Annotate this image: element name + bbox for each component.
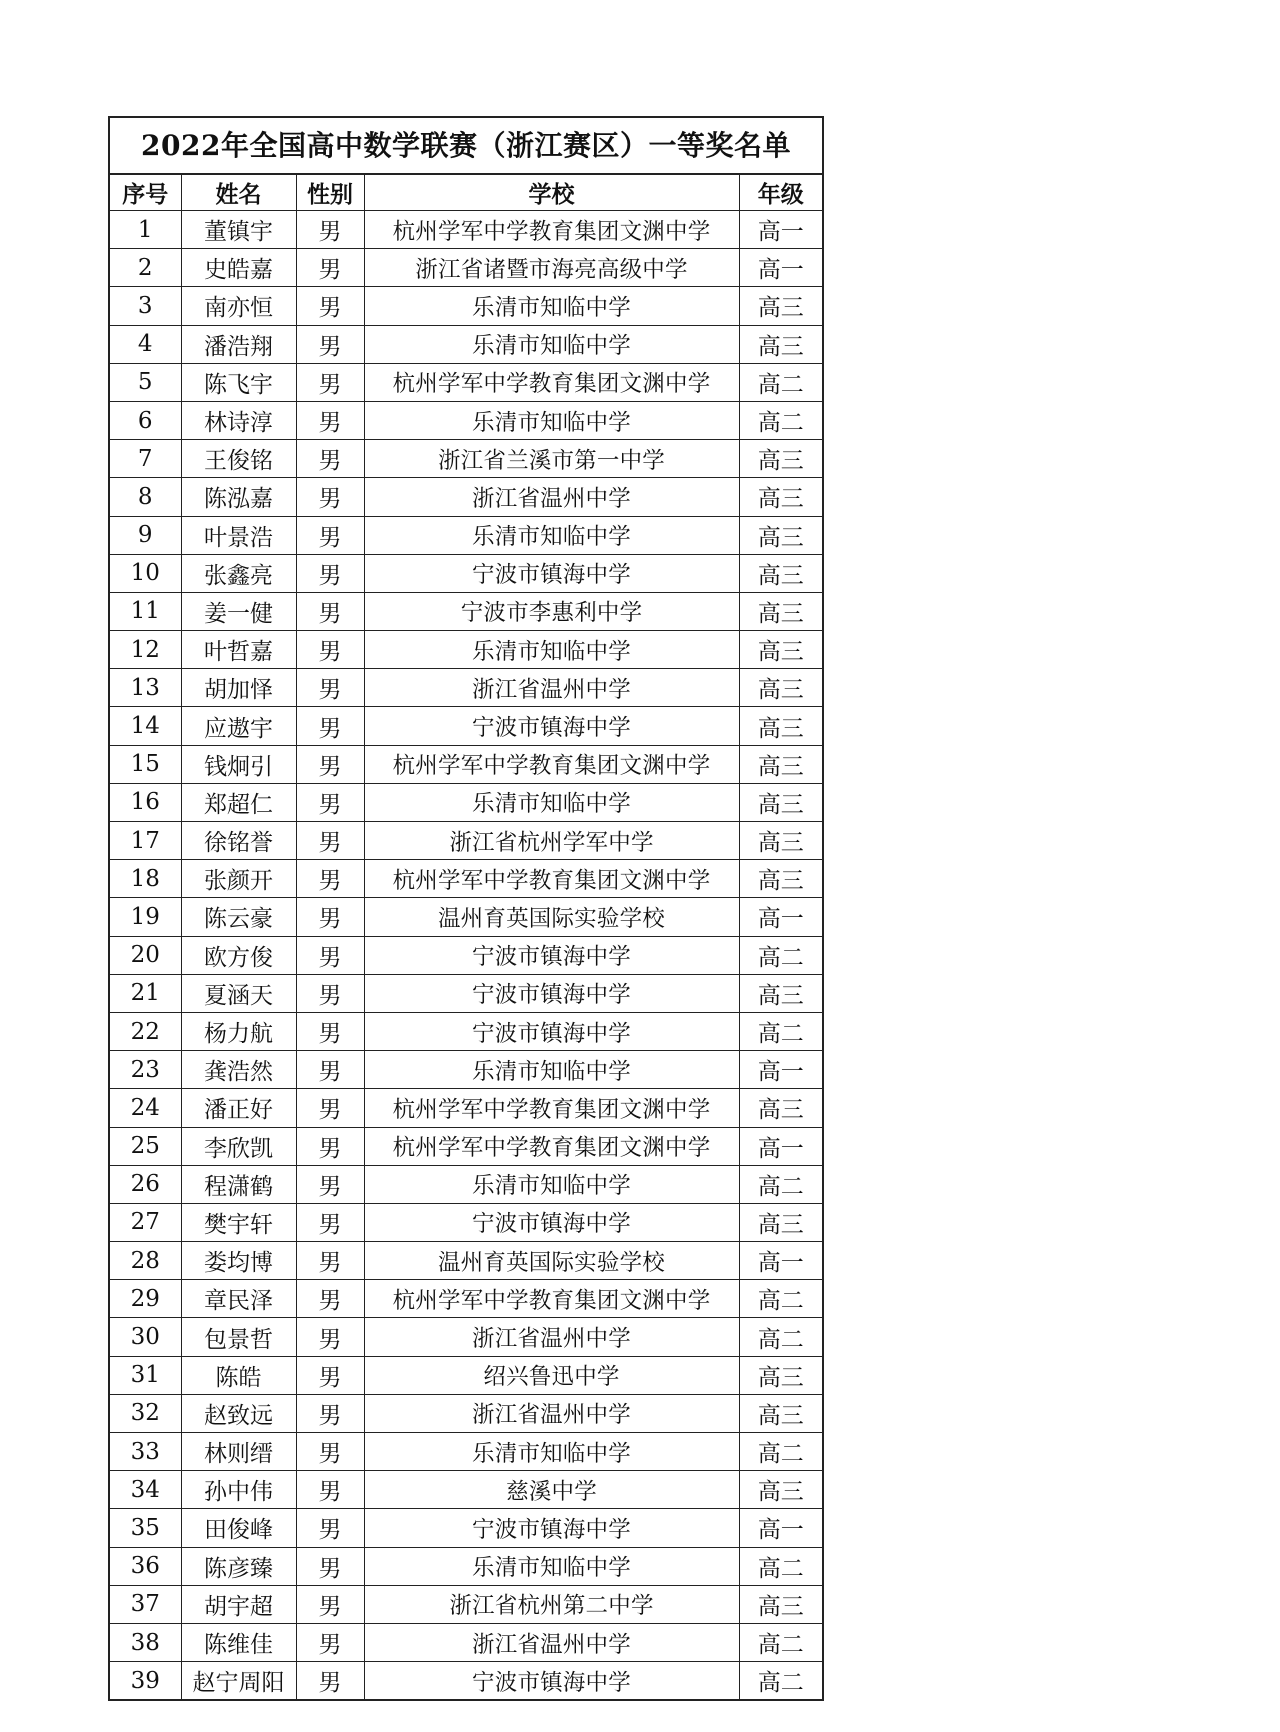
school-cell: 杭州学军中学教育集团文渊中学 bbox=[364, 211, 739, 249]
name-cell: 田俊峰 bbox=[181, 1509, 296, 1547]
serial-cell: 13 bbox=[110, 669, 181, 707]
table-row bbox=[110, 1165, 822, 1203]
serial-cell: 27 bbox=[110, 1203, 181, 1241]
table-row bbox=[110, 478, 822, 516]
serial-cell: 35 bbox=[110, 1509, 181, 1547]
grade-cell: 高三 bbox=[739, 860, 822, 898]
table-row bbox=[110, 1471, 822, 1509]
grade-cell: 高三 bbox=[739, 1585, 822, 1623]
grade-cell: 高三 bbox=[739, 516, 822, 554]
school-cell: 温州育英国际实验学校 bbox=[364, 1242, 739, 1280]
table-row bbox=[110, 1433, 822, 1471]
name-cell: 杨力航 bbox=[181, 1012, 296, 1050]
table-row bbox=[110, 1509, 822, 1547]
serial-cell: 34 bbox=[110, 1471, 181, 1509]
grade-cell: 高三 bbox=[739, 554, 822, 592]
school-cell: 浙江省温州中学 bbox=[364, 1318, 739, 1356]
column-header-serial: 序号 bbox=[110, 175, 181, 211]
table-row bbox=[110, 1242, 822, 1280]
table-row bbox=[110, 745, 822, 783]
serial-cell: 4 bbox=[110, 325, 181, 363]
serial-cell: 8 bbox=[110, 478, 181, 516]
grade-cell: 高三 bbox=[739, 1089, 822, 1127]
name-cell: 郑超仁 bbox=[181, 783, 296, 821]
table-row bbox=[110, 1394, 822, 1432]
grade-cell: 高二 bbox=[739, 1662, 822, 1700]
serial-cell: 12 bbox=[110, 631, 181, 669]
name-cell: 陈泓嘉 bbox=[181, 478, 296, 516]
table-row bbox=[110, 1585, 822, 1623]
name-cell: 胡宇超 bbox=[181, 1585, 296, 1623]
name-cell: 王俊铭 bbox=[181, 440, 296, 478]
gender-cell: 男 bbox=[296, 707, 364, 745]
gender-cell: 男 bbox=[296, 745, 364, 783]
grade-cell: 高二 bbox=[739, 1280, 822, 1318]
name-cell: 程潇鹤 bbox=[181, 1165, 296, 1203]
grade-cell: 高一 bbox=[739, 898, 822, 936]
school-cell: 宁波市镇海中学 bbox=[364, 1509, 739, 1547]
serial-cell: 36 bbox=[110, 1547, 181, 1585]
grade-cell: 高二 bbox=[739, 1623, 822, 1661]
table-row bbox=[110, 1547, 822, 1585]
school-cell: 温州育英国际实验学校 bbox=[364, 898, 739, 936]
school-cell: 浙江省温州中学 bbox=[364, 478, 739, 516]
school-cell: 乐清市知临中学 bbox=[364, 325, 739, 363]
gender-cell: 男 bbox=[296, 1012, 364, 1050]
school-cell: 宁波市镇海中学 bbox=[364, 1662, 739, 1700]
school-cell: 宁波市李惠利中学 bbox=[364, 592, 739, 630]
school-cell: 杭州学军中学教育集团文渊中学 bbox=[364, 363, 739, 401]
serial-cell: 9 bbox=[110, 516, 181, 554]
column-header-school: 学校 bbox=[364, 175, 739, 211]
name-cell: 胡加怿 bbox=[181, 669, 296, 707]
school-cell: 宁波市镇海中学 bbox=[364, 974, 739, 1012]
serial-cell: 17 bbox=[110, 822, 181, 860]
school-cell: 乐清市知临中学 bbox=[364, 631, 739, 669]
school-cell: 乐清市知临中学 bbox=[364, 783, 739, 821]
grade-cell: 高三 bbox=[739, 1203, 822, 1241]
school-cell: 乐清市知临中学 bbox=[364, 1547, 739, 1585]
name-cell: 陈彦臻 bbox=[181, 1547, 296, 1585]
name-cell: 李欣凯 bbox=[181, 1127, 296, 1165]
school-cell: 乐清市知临中学 bbox=[364, 1165, 739, 1203]
school-cell: 杭州学军中学教育集团文渊中学 bbox=[364, 1280, 739, 1318]
grade-cell: 高三 bbox=[739, 631, 822, 669]
gender-cell: 男 bbox=[296, 554, 364, 592]
grade-cell: 高一 bbox=[739, 1242, 822, 1280]
grade-cell: 高二 bbox=[739, 1012, 822, 1050]
name-cell: 南亦恒 bbox=[181, 287, 296, 325]
serial-cell: 7 bbox=[110, 440, 181, 478]
serial-cell: 11 bbox=[110, 592, 181, 630]
table-row bbox=[110, 1127, 822, 1165]
name-cell: 夏涵天 bbox=[181, 974, 296, 1012]
name-cell: 陈维佳 bbox=[181, 1623, 296, 1661]
name-cell: 欧方俊 bbox=[181, 936, 296, 974]
gender-cell: 男 bbox=[296, 478, 364, 516]
table-row bbox=[110, 707, 822, 745]
gender-cell: 男 bbox=[296, 822, 364, 860]
gender-cell: 男 bbox=[296, 1433, 364, 1471]
serial-cell: 25 bbox=[110, 1127, 181, 1165]
grade-cell: 高三 bbox=[739, 1471, 822, 1509]
grade-cell: 高二 bbox=[739, 1165, 822, 1203]
grade-cell: 高三 bbox=[739, 478, 822, 516]
grade-cell: 高二 bbox=[739, 401, 822, 439]
school-cell: 浙江省诸暨市海亮高级中学 bbox=[364, 249, 739, 287]
serial-cell: 33 bbox=[110, 1433, 181, 1471]
gender-cell: 男 bbox=[296, 860, 364, 898]
name-cell: 林则缙 bbox=[181, 1433, 296, 1471]
column-header-gender: 性别 bbox=[296, 175, 364, 211]
serial-cell: 23 bbox=[110, 1051, 181, 1089]
name-cell: 董镇宇 bbox=[181, 211, 296, 249]
grade-cell: 高二 bbox=[739, 1433, 822, 1471]
serial-cell: 2 bbox=[110, 249, 181, 287]
grade-cell: 高三 bbox=[739, 974, 822, 1012]
serial-cell: 39 bbox=[110, 1662, 181, 1700]
gender-cell: 男 bbox=[296, 1547, 364, 1585]
name-cell: 孙中伟 bbox=[181, 1471, 296, 1509]
grade-cell: 高二 bbox=[739, 363, 822, 401]
name-cell: 章民泽 bbox=[181, 1280, 296, 1318]
table-row bbox=[110, 783, 822, 821]
name-cell: 姜一健 bbox=[181, 592, 296, 630]
serial-cell: 18 bbox=[110, 860, 181, 898]
gender-cell: 男 bbox=[296, 325, 364, 363]
school-cell: 慈溪中学 bbox=[364, 1471, 739, 1509]
gender-cell: 男 bbox=[296, 1394, 364, 1432]
grade-cell: 高三 bbox=[739, 822, 822, 860]
serial-cell: 19 bbox=[110, 898, 181, 936]
name-cell: 张颜开 bbox=[181, 860, 296, 898]
gender-cell: 男 bbox=[296, 1127, 364, 1165]
grade-cell: 高二 bbox=[739, 936, 822, 974]
table-row bbox=[110, 516, 822, 554]
table-row bbox=[110, 249, 822, 287]
table-row bbox=[110, 631, 822, 669]
gender-cell: 男 bbox=[296, 1280, 364, 1318]
name-cell: 林诗淳 bbox=[181, 401, 296, 439]
grade-cell: 高三 bbox=[739, 783, 822, 821]
award-list-sheet bbox=[108, 116, 824, 1701]
serial-cell: 16 bbox=[110, 783, 181, 821]
name-cell: 陈飞宇 bbox=[181, 363, 296, 401]
grade-cell: 高三 bbox=[739, 287, 822, 325]
serial-cell: 20 bbox=[110, 936, 181, 974]
school-cell: 杭州学军中学教育集团文渊中学 bbox=[364, 1089, 739, 1127]
table-row bbox=[110, 440, 822, 478]
grade-cell: 高一 bbox=[739, 211, 822, 249]
table-row bbox=[110, 822, 822, 860]
grade-cell: 高三 bbox=[739, 669, 822, 707]
table-row bbox=[110, 1623, 822, 1661]
grade-cell: 高二 bbox=[739, 1318, 822, 1356]
name-cell: 潘浩翔 bbox=[181, 325, 296, 363]
table-header-row bbox=[110, 175, 822, 211]
grade-cell: 高一 bbox=[739, 1509, 822, 1547]
school-cell: 宁波市镇海中学 bbox=[364, 936, 739, 974]
serial-cell: 30 bbox=[110, 1318, 181, 1356]
gender-cell: 男 bbox=[296, 1662, 364, 1700]
serial-cell: 28 bbox=[110, 1242, 181, 1280]
table-row bbox=[110, 1356, 822, 1394]
gender-cell: 男 bbox=[296, 249, 364, 287]
serial-cell: 31 bbox=[110, 1356, 181, 1394]
school-cell: 绍兴鲁迅中学 bbox=[364, 1356, 739, 1394]
gender-cell: 男 bbox=[296, 211, 364, 249]
gender-cell: 男 bbox=[296, 1356, 364, 1394]
name-cell: 赵宁周阳 bbox=[181, 1662, 296, 1700]
table-row bbox=[110, 669, 822, 707]
table-row bbox=[110, 325, 822, 363]
gender-cell: 男 bbox=[296, 898, 364, 936]
gender-cell: 男 bbox=[296, 1203, 364, 1241]
table-row bbox=[110, 1051, 822, 1089]
school-cell: 浙江省温州中学 bbox=[364, 1623, 739, 1661]
school-cell: 浙江省温州中学 bbox=[364, 1394, 739, 1432]
school-cell: 乐清市知临中学 bbox=[364, 401, 739, 439]
serial-cell: 26 bbox=[110, 1165, 181, 1203]
gender-cell: 男 bbox=[296, 516, 364, 554]
grade-cell: 高三 bbox=[739, 1356, 822, 1394]
gender-cell: 男 bbox=[296, 936, 364, 974]
serial-cell: 22 bbox=[110, 1012, 181, 1050]
school-cell: 乐清市知临中学 bbox=[364, 516, 739, 554]
grade-cell: 高三 bbox=[739, 440, 822, 478]
serial-cell: 32 bbox=[110, 1394, 181, 1432]
gender-cell: 男 bbox=[296, 1471, 364, 1509]
grade-cell: 高一 bbox=[739, 1127, 822, 1165]
serial-cell: 6 bbox=[110, 401, 181, 439]
gender-cell: 男 bbox=[296, 1242, 364, 1280]
name-cell: 包景哲 bbox=[181, 1318, 296, 1356]
name-cell: 钱炯引 bbox=[181, 745, 296, 783]
gender-cell: 男 bbox=[296, 401, 364, 439]
name-cell: 徐铭誉 bbox=[181, 822, 296, 860]
gender-cell: 男 bbox=[296, 1089, 364, 1127]
serial-cell: 10 bbox=[110, 554, 181, 592]
serial-cell: 14 bbox=[110, 707, 181, 745]
table-row bbox=[110, 401, 822, 439]
grade-cell: 高三 bbox=[739, 592, 822, 630]
serial-cell: 37 bbox=[110, 1585, 181, 1623]
gender-cell: 男 bbox=[296, 783, 364, 821]
serial-cell: 38 bbox=[110, 1623, 181, 1661]
serial-cell: 1 bbox=[110, 211, 181, 249]
name-cell: 张鑫亮 bbox=[181, 554, 296, 592]
table-row bbox=[110, 974, 822, 1012]
serial-cell: 29 bbox=[110, 1280, 181, 1318]
school-cell: 宁波市镇海中学 bbox=[364, 707, 739, 745]
table-row bbox=[110, 1089, 822, 1127]
document-title: 2022年全国高中数学联赛（浙江赛区）一等奖名单 bbox=[110, 118, 822, 175]
table-row bbox=[110, 898, 822, 936]
gender-cell: 男 bbox=[296, 669, 364, 707]
table-row bbox=[110, 1662, 822, 1700]
table-row bbox=[110, 363, 822, 401]
table-row bbox=[110, 1203, 822, 1241]
school-cell: 乐清市知临中学 bbox=[364, 1433, 739, 1471]
table-row bbox=[110, 592, 822, 630]
gender-cell: 男 bbox=[296, 287, 364, 325]
name-cell: 陈皓 bbox=[181, 1356, 296, 1394]
grade-cell: 高三 bbox=[739, 707, 822, 745]
school-cell: 杭州学军中学教育集团文渊中学 bbox=[364, 745, 739, 783]
table-row bbox=[110, 1318, 822, 1356]
school-cell: 浙江省温州中学 bbox=[364, 669, 739, 707]
school-cell: 浙江省兰溪市第一中学 bbox=[364, 440, 739, 478]
column-header-grade: 年级 bbox=[739, 175, 822, 211]
table-row bbox=[110, 1280, 822, 1318]
table-row bbox=[110, 860, 822, 898]
table-row bbox=[110, 554, 822, 592]
column-header-name: 姓名 bbox=[181, 175, 296, 211]
name-cell: 龚浩然 bbox=[181, 1051, 296, 1089]
grade-cell: 高一 bbox=[739, 1051, 822, 1089]
name-cell: 陈云豪 bbox=[181, 898, 296, 936]
school-cell: 浙江省杭州第二中学 bbox=[364, 1585, 739, 1623]
grade-cell: 高一 bbox=[739, 249, 822, 287]
gender-cell: 男 bbox=[296, 1509, 364, 1547]
grade-cell: 高二 bbox=[739, 1547, 822, 1585]
award-table bbox=[110, 175, 822, 1699]
gender-cell: 男 bbox=[296, 1165, 364, 1203]
table-row bbox=[110, 1012, 822, 1050]
name-cell: 潘正好 bbox=[181, 1089, 296, 1127]
grade-cell: 高三 bbox=[739, 325, 822, 363]
gender-cell: 男 bbox=[296, 1623, 364, 1661]
gender-cell: 男 bbox=[296, 363, 364, 401]
serial-cell: 5 bbox=[110, 363, 181, 401]
gender-cell: 男 bbox=[296, 631, 364, 669]
name-cell: 史皓嘉 bbox=[181, 249, 296, 287]
gender-cell: 男 bbox=[296, 1051, 364, 1089]
school-cell: 宁波市镇海中学 bbox=[364, 1012, 739, 1050]
grade-cell: 高三 bbox=[739, 1394, 822, 1432]
gender-cell: 男 bbox=[296, 1318, 364, 1356]
table-body bbox=[110, 211, 822, 1700]
name-cell: 叶哲嘉 bbox=[181, 631, 296, 669]
school-cell: 宁波市镇海中学 bbox=[364, 1203, 739, 1241]
school-cell: 浙江省杭州学军中学 bbox=[364, 822, 739, 860]
school-cell: 乐清市知临中学 bbox=[364, 1051, 739, 1089]
name-cell: 叶景浩 bbox=[181, 516, 296, 554]
name-cell: 樊宇轩 bbox=[181, 1203, 296, 1241]
serial-cell: 15 bbox=[110, 745, 181, 783]
serial-cell: 21 bbox=[110, 974, 181, 1012]
grade-cell: 高三 bbox=[739, 745, 822, 783]
gender-cell: 男 bbox=[296, 974, 364, 1012]
table-row bbox=[110, 211, 822, 249]
table-row bbox=[110, 287, 822, 325]
gender-cell: 男 bbox=[296, 592, 364, 630]
name-cell: 应遨宇 bbox=[181, 707, 296, 745]
school-cell: 杭州学军中学教育集团文渊中学 bbox=[364, 860, 739, 898]
school-cell: 乐清市知临中学 bbox=[364, 287, 739, 325]
name-cell: 赵致远 bbox=[181, 1394, 296, 1432]
gender-cell: 男 bbox=[296, 1585, 364, 1623]
gender-cell: 男 bbox=[296, 440, 364, 478]
school-cell: 宁波市镇海中学 bbox=[364, 554, 739, 592]
school-cell: 杭州学军中学教育集团文渊中学 bbox=[364, 1127, 739, 1165]
serial-cell: 3 bbox=[110, 287, 181, 325]
name-cell: 娄均博 bbox=[181, 1242, 296, 1280]
serial-cell: 24 bbox=[110, 1089, 181, 1127]
table-row bbox=[110, 936, 822, 974]
